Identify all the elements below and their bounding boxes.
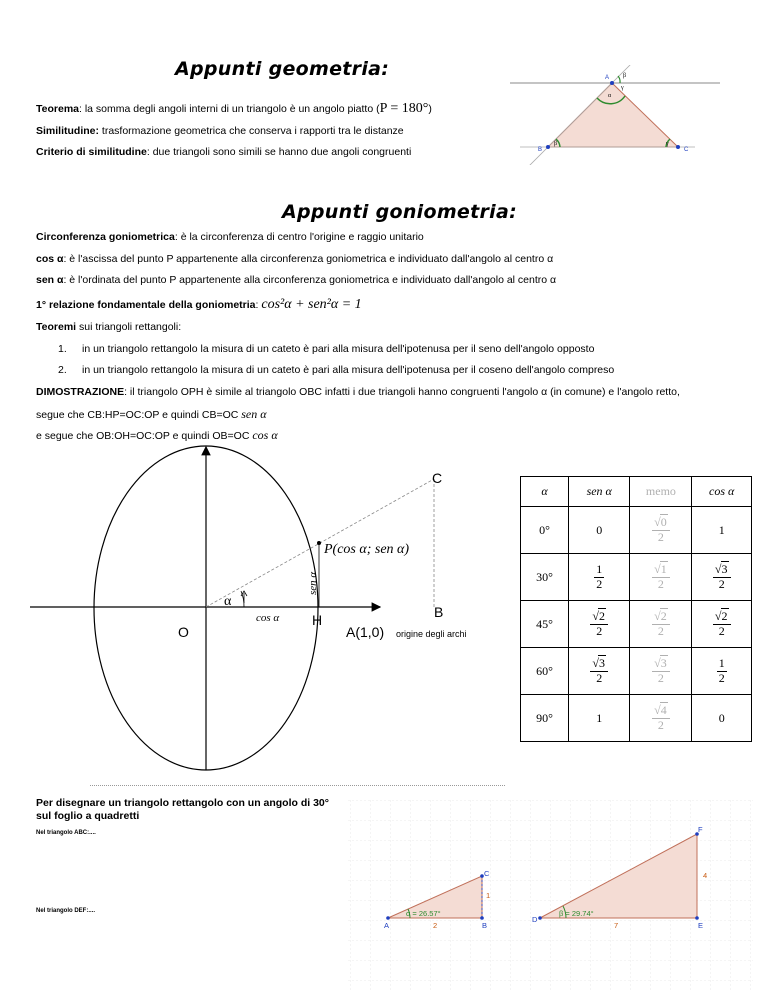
circ-text: : è la circonferenza di centro l'origine e raggio unitario bbox=[174, 231, 424, 243]
bottom-title-line2: sul foglio a quadretti bbox=[36, 810, 140, 822]
sen-label: sen α bbox=[36, 274, 64, 286]
row-angle: 90° bbox=[521, 695, 569, 742]
row-memo: $\frac{√0}{2}$ bbox=[630, 507, 692, 554]
table-row bbox=[521, 554, 752, 601]
row-sen: $\frac{1}{2}$ bbox=[568, 554, 629, 601]
dim-line2-text: segue che CB:HP=OC:OP e quindi CB=OC bbox=[36, 409, 242, 421]
criterio-label: Criterio di similitudine bbox=[36, 146, 147, 158]
criterio-line bbox=[36, 146, 411, 158]
sen-line bbox=[36, 274, 556, 286]
dim-line3-math: cos α bbox=[252, 428, 278, 442]
row-angle: 60° bbox=[521, 648, 569, 695]
teorema-text: : la somma degli angoli interni di un triangolo è un angolo piatto ( bbox=[79, 103, 380, 115]
row-memo: $\frac{√3}{2}$ bbox=[630, 648, 692, 695]
def-label: Nel triangolo DEF:.... bbox=[36, 908, 96, 914]
row-cos: $\frac{√3}{2}$ bbox=[692, 554, 752, 601]
fig-label-gamma-ext: γ bbox=[621, 85, 624, 91]
row-cos: $\frac{√2}{2}$ bbox=[692, 601, 752, 648]
sen-text: : è l'ordinata del punto P appartenente alla circonferenza goniometrica e individuato dall'angolo al centro α bbox=[63, 274, 557, 286]
table-row bbox=[521, 648, 752, 695]
grid-label-side-7: 7 bbox=[614, 921, 619, 930]
list-item-text: in un triangolo rettangolo la misura di un cateto è pari alla misura dell'ipotenusa per il seno dell'angolo opposto bbox=[82, 343, 595, 355]
teorema-label: Teorema bbox=[36, 103, 79, 115]
row-memo: $\frac{√1}{2}$ bbox=[630, 554, 692, 601]
dim-line bbox=[36, 386, 680, 398]
row-memo: $\frac{√4}{2}$ bbox=[630, 695, 692, 742]
label-b: B bbox=[434, 604, 444, 620]
teorema-line bbox=[36, 101, 432, 117]
row-angle: 30° bbox=[521, 554, 569, 601]
header-alpha: α bbox=[521, 477, 569, 507]
grid-label-d: D bbox=[532, 915, 538, 924]
grid-label-c: C bbox=[484, 869, 490, 878]
dim-text: : il triangolo OPH è simile al triangolo OBC infatti i due triangoli hanno congruenti l'angolo α (in comune) e l'angolo retto, bbox=[124, 386, 680, 398]
bottom-title-line1: Per disegnare un triangolo rettangolo con un angolo di 30° bbox=[36, 797, 329, 809]
row-memo: $\frac{√2}{2}$ bbox=[630, 601, 692, 648]
grid-label-e: E bbox=[698, 921, 704, 930]
header-cos: cos α bbox=[692, 477, 752, 507]
teoremi-text: sui triangoli rettangoli: bbox=[76, 321, 182, 333]
fig-label-c: C bbox=[684, 147, 689, 153]
abc-label: Nel triangolo ABC:.... bbox=[36, 830, 96, 836]
fig-label-a: A bbox=[605, 75, 610, 81]
fig-label-alpha: α bbox=[608, 93, 612, 99]
grid-label-b: B bbox=[482, 921, 488, 930]
dim-line2-math: sen α bbox=[241, 407, 267, 421]
teorema-close: ) bbox=[428, 103, 432, 115]
label-p: P(cos α; sen α) bbox=[324, 542, 410, 557]
row-sen: $\frac{√2}{2}$ bbox=[568, 601, 629, 648]
row-angle: 0° bbox=[521, 507, 569, 554]
bottom-title bbox=[36, 797, 329, 823]
grid-label-beta: β = 29.74° bbox=[559, 909, 594, 918]
list-item-num: 2. bbox=[58, 364, 67, 376]
label-origine: origine degli archi bbox=[396, 629, 467, 639]
teoremi-line bbox=[36, 321, 181, 333]
label-h: H bbox=[312, 612, 323, 628]
teorema-math: P = 180° bbox=[379, 101, 429, 116]
label-cos: cos α bbox=[256, 612, 280, 624]
row-sen: 1 bbox=[568, 695, 629, 742]
header-memo: memo bbox=[630, 477, 692, 507]
fig-label-beta-ext: β bbox=[623, 73, 627, 79]
similitudine-text: trasformazione geometrica che conserva i rapporti tra le distanze bbox=[99, 125, 404, 137]
label-alpha: α bbox=[224, 594, 232, 609]
row-cos: 1 bbox=[692, 507, 752, 554]
table-header-row bbox=[521, 477, 752, 507]
relation-colon: : bbox=[255, 299, 259, 311]
relation-label: 1° relazione fondamentale della goniometria bbox=[36, 299, 256, 311]
similitudine-label: Similitudine: bbox=[36, 125, 99, 137]
grid-label-side-1: 1 bbox=[486, 891, 491, 900]
grid-label-side-2: 2 bbox=[433, 921, 438, 930]
circ-line bbox=[36, 231, 424, 243]
table-row bbox=[521, 695, 752, 742]
relation-line bbox=[36, 297, 362, 313]
relation-formula: cos²α + sen²α = 1 bbox=[261, 297, 362, 312]
list-item-num: 1. bbox=[58, 343, 67, 355]
section-divider bbox=[90, 785, 505, 786]
fig-label-gamma: γ bbox=[666, 141, 669, 147]
row-sen: $\frac{√3}{2}$ bbox=[568, 648, 629, 695]
dim-line-3 bbox=[36, 428, 278, 443]
table-row bbox=[521, 507, 752, 554]
row-angle: 45° bbox=[521, 601, 569, 648]
grid-label-alpha: α = 26.57° bbox=[406, 909, 441, 918]
criterio-text: : due triangoli sono simili se hanno due angoli congruenti bbox=[146, 146, 412, 158]
geometry-title: Appunti geometria: bbox=[175, 58, 390, 80]
grid-label-side-4: 4 bbox=[703, 871, 708, 880]
row-cos: 0 bbox=[692, 695, 752, 742]
row-sen: 0 bbox=[568, 507, 629, 554]
row-cos: $\frac{1}{2}$ bbox=[692, 648, 752, 695]
table-row bbox=[521, 601, 752, 648]
teoremi-label: Teoremi bbox=[36, 321, 77, 333]
fig-label-beta: β bbox=[554, 141, 558, 147]
angle-sum-figure bbox=[500, 65, 730, 165]
similitudine-line bbox=[36, 125, 404, 137]
label-c: C bbox=[432, 470, 443, 486]
cos-line bbox=[36, 253, 553, 265]
fig-label-b: B bbox=[538, 147, 543, 153]
dim-line-2 bbox=[36, 407, 267, 422]
grid-label-a: A bbox=[384, 921, 390, 930]
list-item-text: in un triangolo rettangolo la misura di un cateto è pari alla misura dell'ipotenusa per il coseno dell'angolo compreso bbox=[82, 364, 615, 376]
cos-label: cos α bbox=[36, 253, 64, 265]
label-sen: sen α bbox=[307, 571, 319, 595]
circ-label: Circonferenza goniometrica bbox=[36, 231, 175, 243]
list-item bbox=[58, 343, 595, 355]
list-item bbox=[58, 364, 615, 376]
header-sen: sen α bbox=[568, 477, 629, 507]
label-o: O bbox=[178, 624, 189, 640]
goniometry-title: Appunti goniometria: bbox=[282, 201, 517, 223]
grid-triangles-figure bbox=[348, 800, 753, 990]
cos-text: : è l'ascissa del punto P appartenente alla circonferenza goniometrica e individuato dall'angolo al centro α bbox=[63, 253, 554, 265]
unit-circle-figure bbox=[30, 445, 500, 775]
trig-table bbox=[520, 476, 752, 742]
label-a: A(1,0) bbox=[346, 624, 385, 640]
grid-label-f: F bbox=[698, 825, 703, 834]
dim-label: DIMOSTRAZIONE bbox=[36, 386, 125, 398]
dim-line3-text: e segue che OB:OH=OC:OP e quindi OB=OC bbox=[36, 430, 253, 442]
